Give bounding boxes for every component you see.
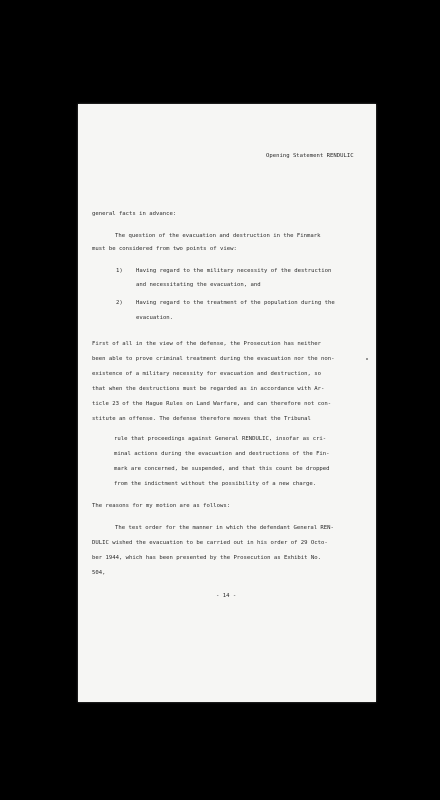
list-item-text: and necessitating the evacuation, and — [136, 282, 261, 288]
text-line: general facts in advance: — [92, 211, 177, 217]
page-number: - 14 - — [216, 593, 237, 599]
text-line: been able to prove criminal treatment during the evacuation nor the non- — [92, 356, 335, 362]
motion-line: from the indictment without the possibility of a new charge. — [114, 481, 317, 487]
motion-line: minal actions during the evacuation and destructions of the Fin- — [114, 451, 330, 457]
page-header: Opening Statement RENDULIC — [266, 153, 354, 159]
text-line: First of all in the view of the defense, the Prosecution has neither — [92, 341, 322, 347]
text-line: The test order for the manner in which the defendant General REN- — [115, 525, 334, 531]
list-item-text: Having regard to the treatment of the population during the — [136, 300, 335, 306]
document-page — [78, 104, 376, 702]
text-line: stitute an offense. The defense therefore moves that the Tribunal — [92, 416, 311, 422]
list-number: 1) — [116, 268, 123, 274]
text-line: that when the destructions must be regarded as in accordance with Ar- — [92, 386, 325, 392]
text-line: ticle 23 of the Hague Rules on Land Warfare, and can therefore not con- — [92, 401, 332, 407]
list-item-text: Having regard to the military necessity of the destruction — [136, 268, 332, 274]
ink-speck — [366, 358, 368, 360]
list-item-text: evacuation. — [136, 315, 174, 321]
text-line: must be considered from two points of view: — [92, 246, 237, 252]
text-line: The reasons for my motion are as follows: — [92, 503, 231, 509]
text-line: The question of the evacuation and destruction in the Finmark — [115, 233, 321, 239]
motion-line: mark are concerned, be suspended, and that this count be dropped — [114, 466, 330, 472]
text-line: DULIC wished the evacuation to be carried out in his order of 29 Octo- — [92, 540, 328, 546]
text-line: existence of a military necessity for evacuation and destruction, so — [92, 371, 322, 377]
list-number: 2) — [116, 300, 123, 306]
text-line: 504, — [92, 570, 106, 576]
motion-line: rule that proceedings against General RENDULIC, insofar as cri- — [114, 436, 327, 442]
text-line: ber 1944, which has been presented by the Prosecution as Exhibit No. — [92, 555, 322, 561]
